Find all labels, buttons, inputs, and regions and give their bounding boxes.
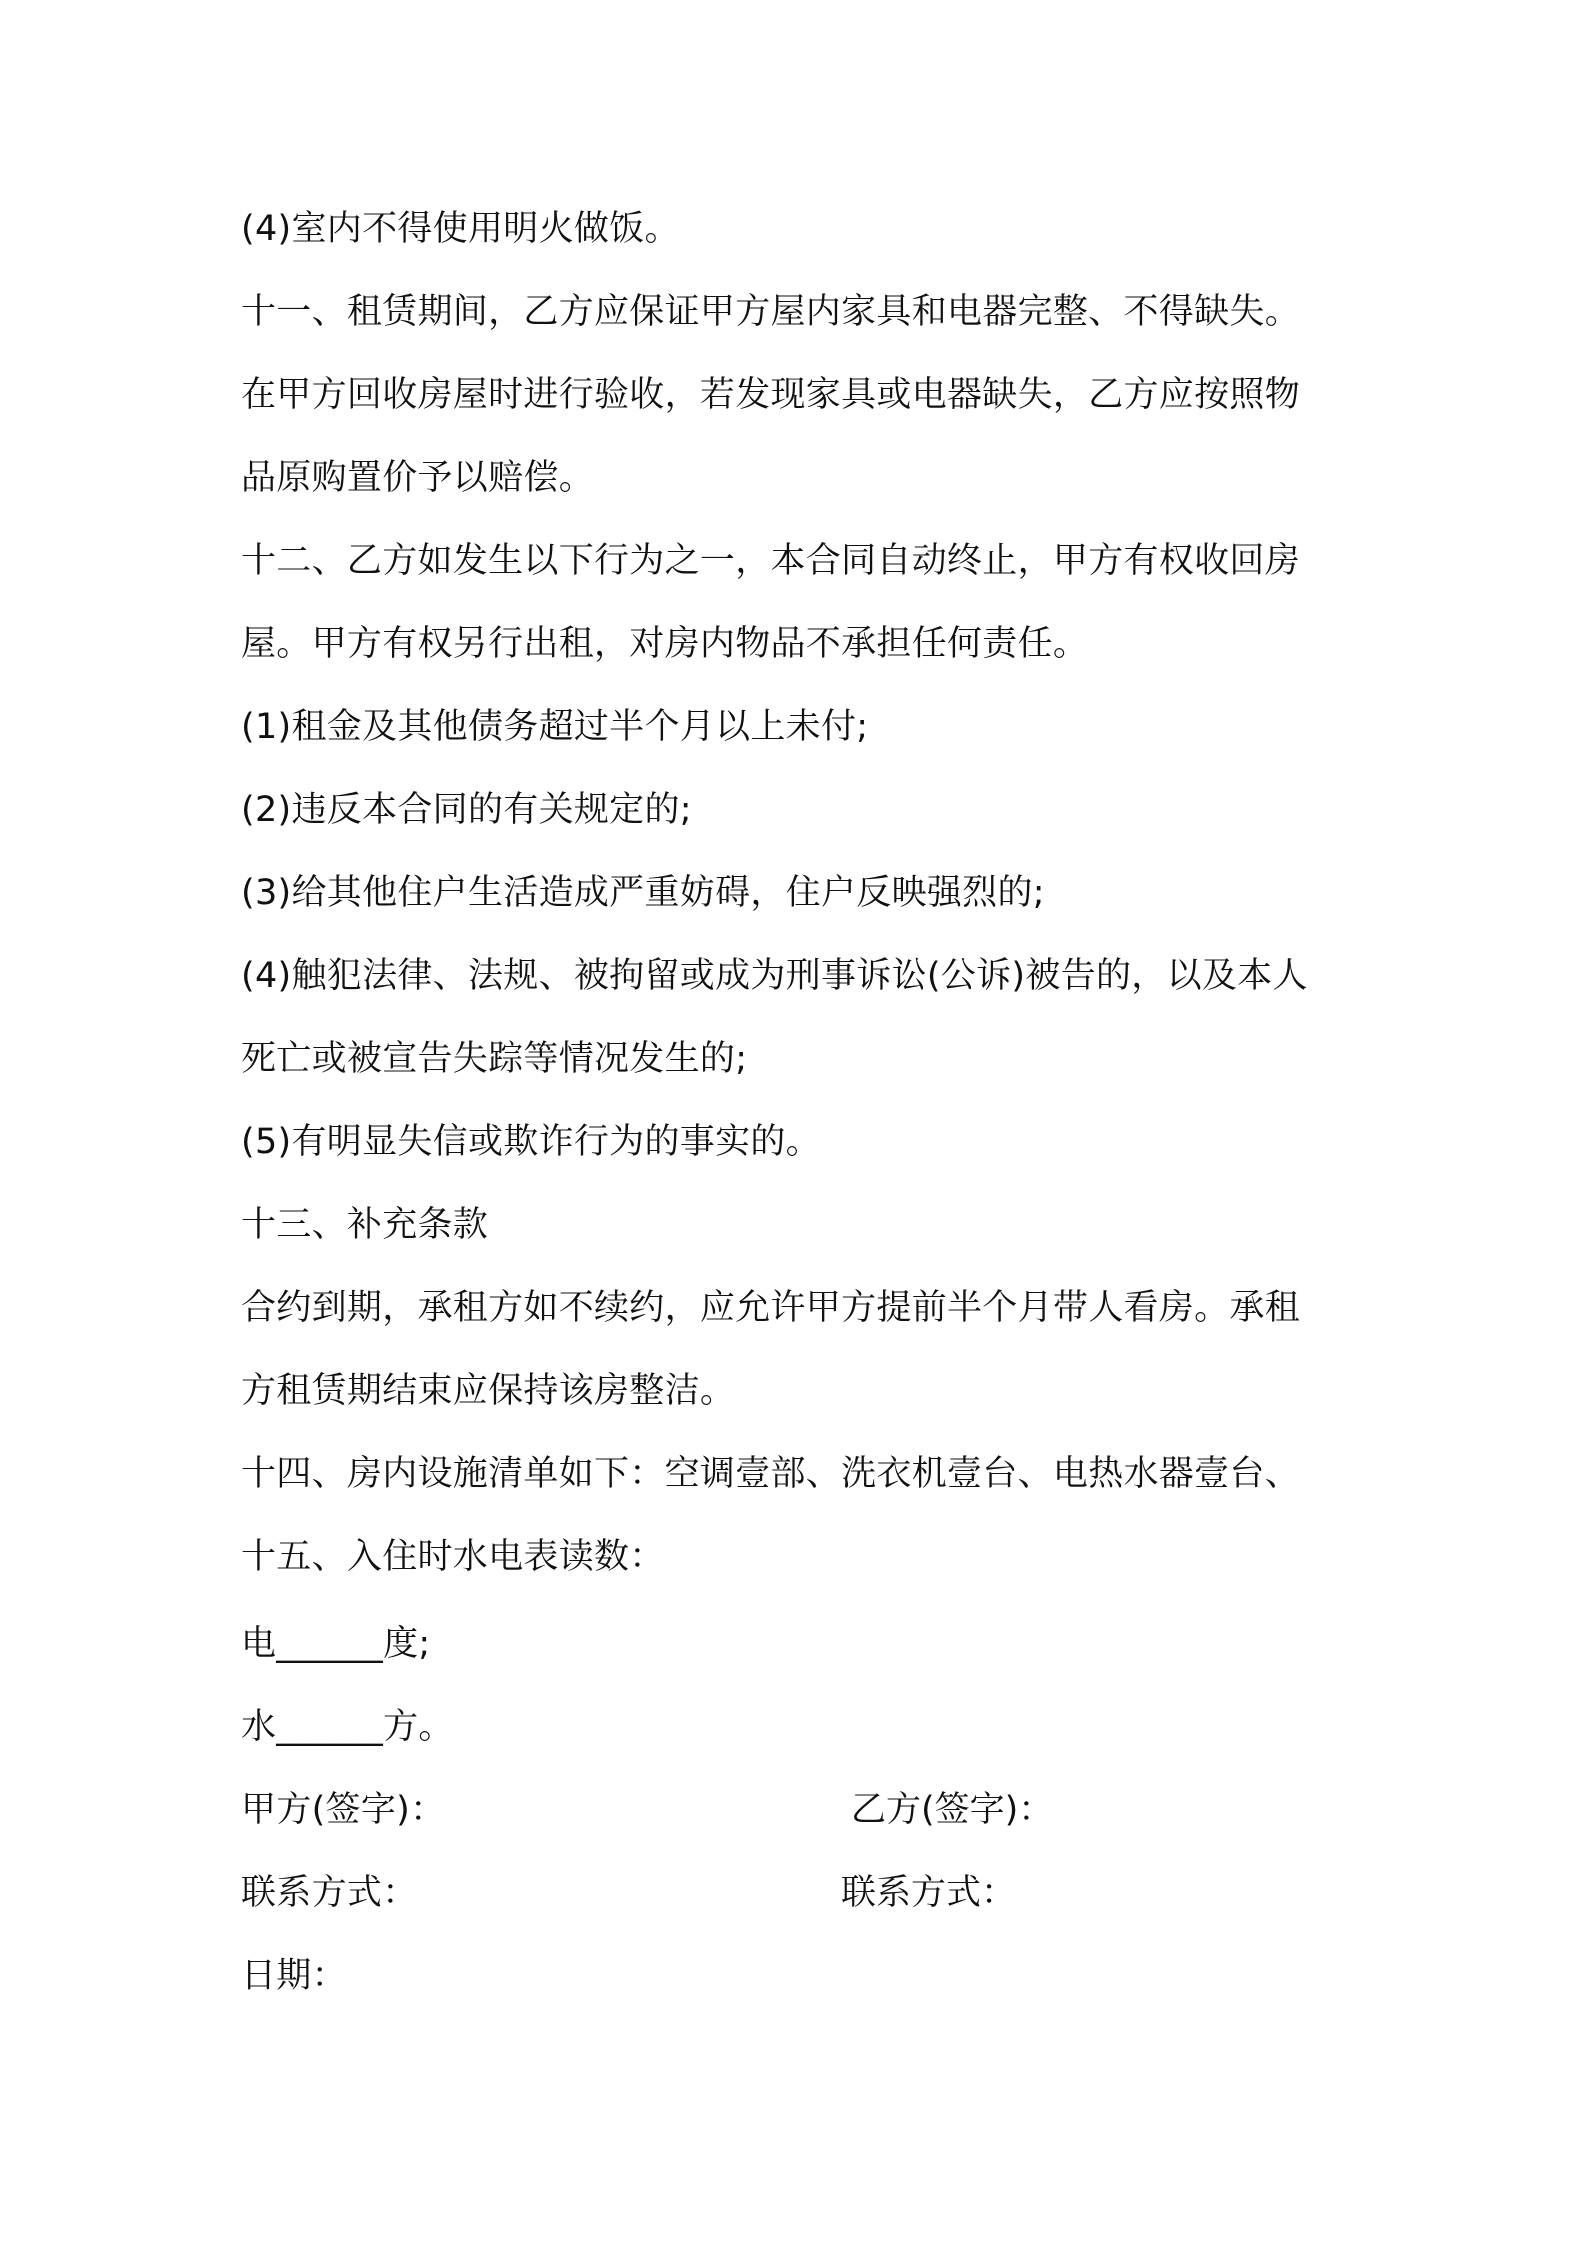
clause-11-line-1: 十一、租赁期间，乙方应保证甲方屋内家具和电器完整、不得缺失。 — [241, 292, 1301, 332]
clause-12-item-4-line-1: (4)触犯法律、法规、被拘留或成为刑事诉讼(公诉)被告的，以及本人 — [241, 956, 1308, 996]
clause-12-line-1: 十二、乙方如发生以下行为之一，本合同自动终止，甲方有权收回房 — [241, 541, 1301, 581]
clause-13-line-1: 合约到期，承租方如不续约，应允许甲方提前半个月带人看房。承租 — [241, 1288, 1301, 1328]
date-label: 日期： — [241, 1956, 347, 1996]
clause-12-item-1: (1)租金及其他债务超过半个月以上未付; — [241, 707, 869, 747]
party-b-signature-label: 乙方(签字)： — [851, 1790, 1054, 1830]
clause-11-line-3: 品原购置价予以赔偿。 — [241, 458, 595, 498]
clause-11-line-2: 在甲方回收房屋时进行验收，若发现家具或电器缺失，乙方应按照物 — [241, 375, 1301, 415]
clause-12-item-4-line-2: 死亡或被宣告失踪等情况发生的; — [241, 1039, 748, 1079]
clause-13-line-2: 方租赁期结束应保持该房整洁。 — [241, 1371, 736, 1411]
party-a-signature-label: 甲方(签字)： — [241, 1790, 446, 1830]
clause-13-heading: 十三、补充条款 — [241, 1205, 489, 1245]
electricity-reading: 电______度; — [241, 1624, 431, 1664]
clause-12-item-2: (2)违反本合同的有关规定的; — [241, 790, 692, 830]
water-reading: 水______方。 — [241, 1707, 454, 1747]
party-b-contact-label: 联系方式： — [841, 1873, 1017, 1913]
clause-15-line: 十五、入住时水电表读数： — [241, 1537, 665, 1577]
party-a-contact-label: 联系方式： — [241, 1873, 418, 1913]
clause-12-item-5: (5)有明显失信或欺诈行为的事实的。 — [241, 1122, 821, 1162]
clause-14-line: 十四、房内设施清单如下：空调壹部、洗衣机壹台、电热水器壹台、 — [241, 1454, 1301, 1494]
clause-12-line-2: 屋。甲方有权另行出租，对房内物品不承担任何责任。 — [241, 624, 1089, 664]
clause-12-item-3: (3)给其他住户生活造成严重妨碍，住户反映强烈的; — [241, 873, 1045, 913]
clause-10-item-4: (4)室内不得使用明火做饭。 — [241, 209, 680, 249]
